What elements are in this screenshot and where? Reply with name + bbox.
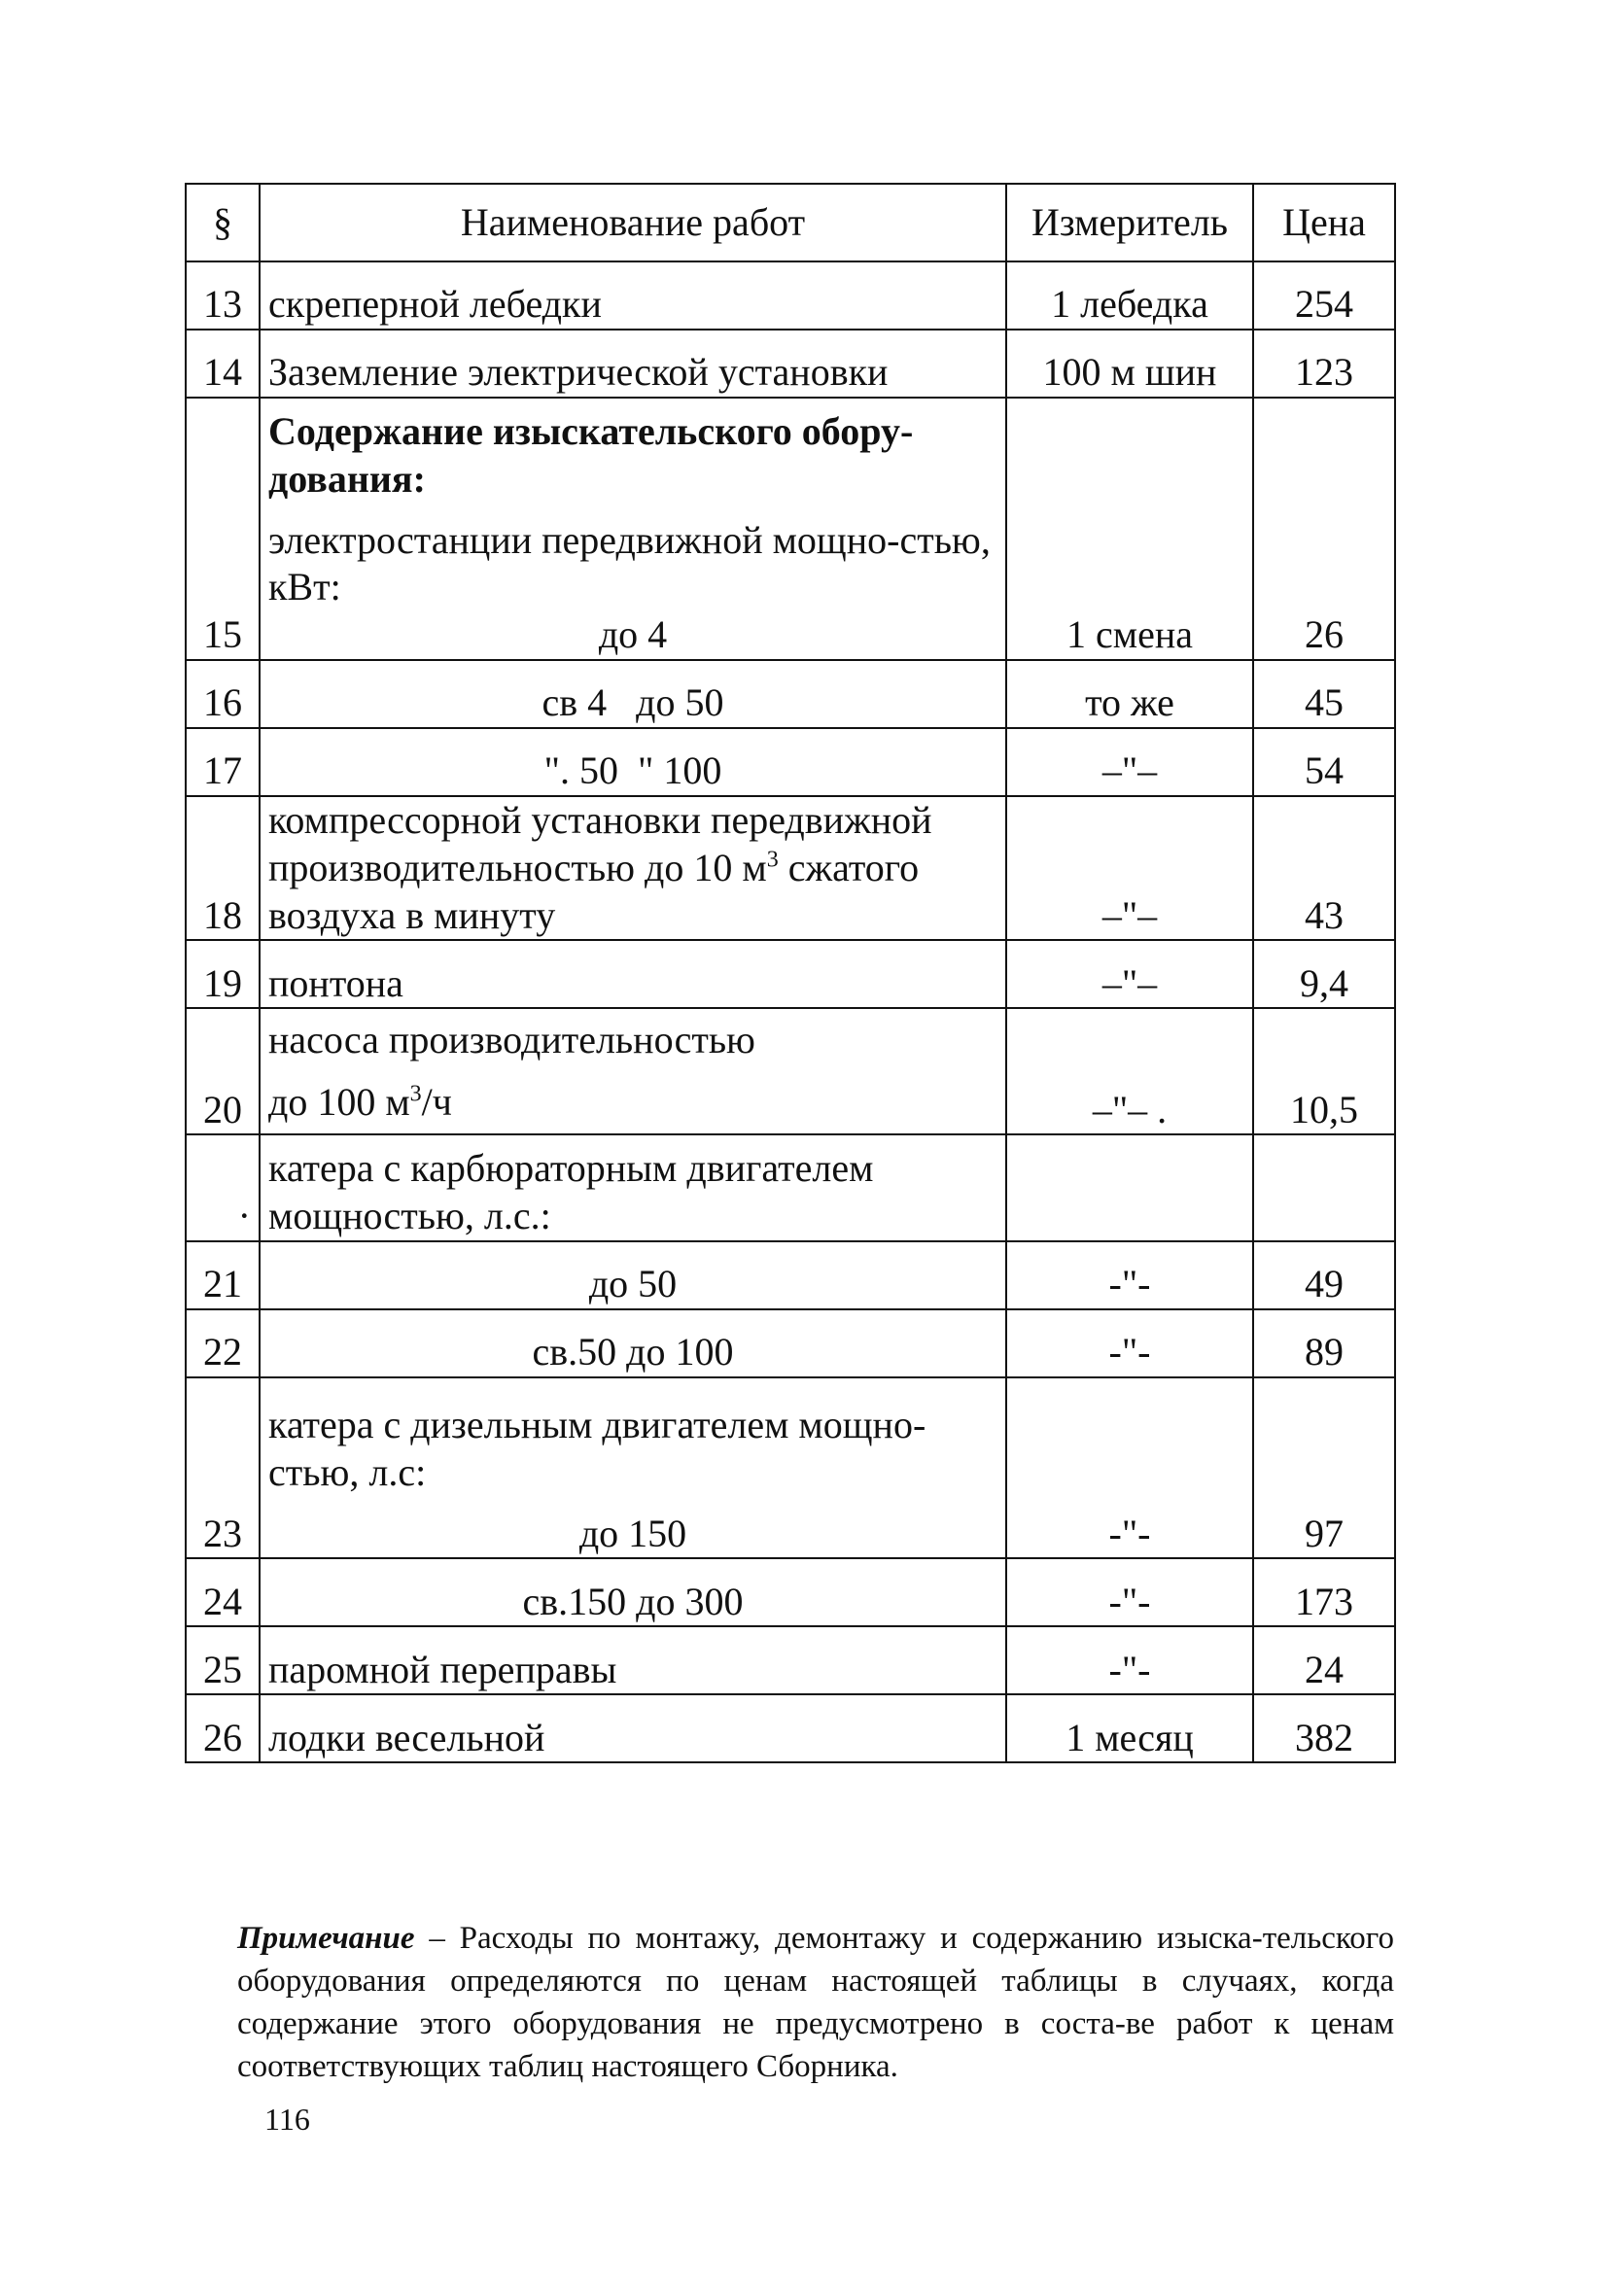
- row-price: 49: [1253, 1241, 1395, 1309]
- row-number: 14: [186, 330, 260, 398]
- row-name: насоса производительностью до 100 $м^3/ч$: [260, 1008, 1006, 1134]
- footnote: [237, 1917, 1394, 2088]
- footnote-text: – Расходы по монтажу, демонтажу и содержанию изыска-тельского оборудования определяются по ценам настоящей таблицы в случаях, когда содержание этого оборудования не предусмотрено в соста-ве работ к ценам соответствующих таблиц настоящего Сборника.: [237, 1921, 1394, 2084]
- row-unit: 1 месяц: [1006, 1694, 1253, 1762]
- footnote-label: Примечание: [237, 1921, 415, 1956]
- table-row: [186, 1626, 1395, 1694]
- table-row: [186, 261, 1395, 330]
- header-price: Цена: [1253, 184, 1395, 261]
- header-work-name: Наименование работ: [260, 184, 1006, 261]
- row-name: св 4 до 50: [260, 660, 1006, 728]
- row-number: 13: [186, 261, 260, 330]
- row-unit: [1006, 1134, 1253, 1241]
- row-price: 10,5: [1253, 1008, 1395, 1134]
- row-name: катера с карбюраторным двигателем мощностью, л.с.:: [260, 1134, 1006, 1241]
- row-name: Заземление электрической установки: [260, 330, 1006, 398]
- group-title: Содержание изыскательского обору-дования:: [268, 409, 914, 501]
- row-name: ". 50 " 100: [260, 728, 1006, 796]
- table-row: [186, 1309, 1395, 1377]
- row-price: 24: [1253, 1626, 1395, 1694]
- row-name: до 4: [598, 612, 668, 657]
- table-row: [186, 398, 1395, 660]
- row-unit: -"-: [1006, 1241, 1253, 1309]
- row-number: 20: [186, 1008, 260, 1134]
- row-price: [1253, 1134, 1395, 1241]
- row-number: 26: [186, 1694, 260, 1762]
- table-row: [186, 330, 1395, 398]
- row-price: 89: [1253, 1309, 1395, 1377]
- row-number: 22: [186, 1309, 260, 1377]
- row-unit: то же: [1006, 660, 1253, 728]
- row-number: 25: [186, 1626, 260, 1694]
- row-name: до 50: [260, 1241, 1006, 1309]
- row-number: 18: [186, 796, 260, 940]
- row-number: 24: [186, 1558, 260, 1626]
- row-price: 9,4: [1253, 940, 1395, 1008]
- row-number: 19: [186, 940, 260, 1008]
- row-name: лодки весельной: [260, 1694, 1006, 1762]
- row-name: св.50 до 100: [260, 1309, 1006, 1377]
- row-unit: 100 м шин: [1006, 330, 1253, 398]
- row-unit: -"-: [1006, 1558, 1253, 1626]
- table-row: [186, 1134, 1395, 1241]
- price-table: [185, 183, 1396, 1763]
- row-number: 21: [186, 1241, 260, 1309]
- row-price: 97: [1253, 1377, 1395, 1558]
- header-section: §: [186, 184, 260, 261]
- row-unit: –"–: [1006, 728, 1253, 796]
- row-unit: –"– .: [1006, 1008, 1253, 1134]
- row-name: скреперной лебедки: [260, 261, 1006, 330]
- row-number: 23: [186, 1377, 260, 1558]
- table-header-row: [186, 184, 1395, 261]
- table-row: [186, 796, 1395, 940]
- table-row: [186, 1377, 1395, 1558]
- row-unit: -"-: [1006, 1626, 1253, 1694]
- bullet-marker: ·: [186, 1134, 260, 1241]
- table-row: [186, 1558, 1395, 1626]
- row-price: 254: [1253, 261, 1395, 330]
- group-subtitle: электростанции передвижной мощно-стью, кВт:: [268, 517, 991, 609]
- table-row: [186, 1694, 1395, 1762]
- row-name-group: [260, 1377, 1006, 1558]
- row-number: 15: [186, 398, 260, 660]
- group-subtitle: катера с дизельным двигателем мощно-стью, л.с:: [268, 1402, 926, 1494]
- header-unit: Измеритель: [1006, 184, 1253, 261]
- row-price: 43: [1253, 796, 1395, 940]
- row-price: 45: [1253, 660, 1395, 728]
- row-unit: 1 лебедка: [1006, 261, 1253, 330]
- row-unit: -"-: [1006, 1309, 1253, 1377]
- row-name: компрессорной установки передвижной производительностью до 10 $м^3$ сжатого воздуха в минуту: [260, 796, 1006, 940]
- row-price: 54: [1253, 728, 1395, 796]
- row-price: 382: [1253, 1694, 1395, 1762]
- row-unit: 1 смена: [1006, 398, 1253, 660]
- row-name-group: [260, 398, 1006, 660]
- row-price: 123: [1253, 330, 1395, 398]
- table-row: [186, 940, 1395, 1008]
- row-price: 173: [1253, 1558, 1395, 1626]
- row-name: до 150: [578, 1511, 687, 1555]
- row-name: понтона: [260, 940, 1006, 1008]
- row-unit: –"–: [1006, 940, 1253, 1008]
- row-name: паромной переправы: [260, 1626, 1006, 1694]
- table-row: [186, 660, 1395, 728]
- row-name: св.150 до 300: [260, 1558, 1006, 1626]
- table-row: [186, 728, 1395, 796]
- page-number: 116: [264, 2102, 310, 2137]
- row-unit: -"-: [1006, 1377, 1253, 1558]
- row-number: 17: [186, 728, 260, 796]
- row-number: 16: [186, 660, 260, 728]
- table-row: [186, 1008, 1395, 1134]
- table-row: [186, 1241, 1395, 1309]
- row-unit: –"–: [1006, 796, 1253, 940]
- row-price: 26: [1253, 398, 1395, 660]
